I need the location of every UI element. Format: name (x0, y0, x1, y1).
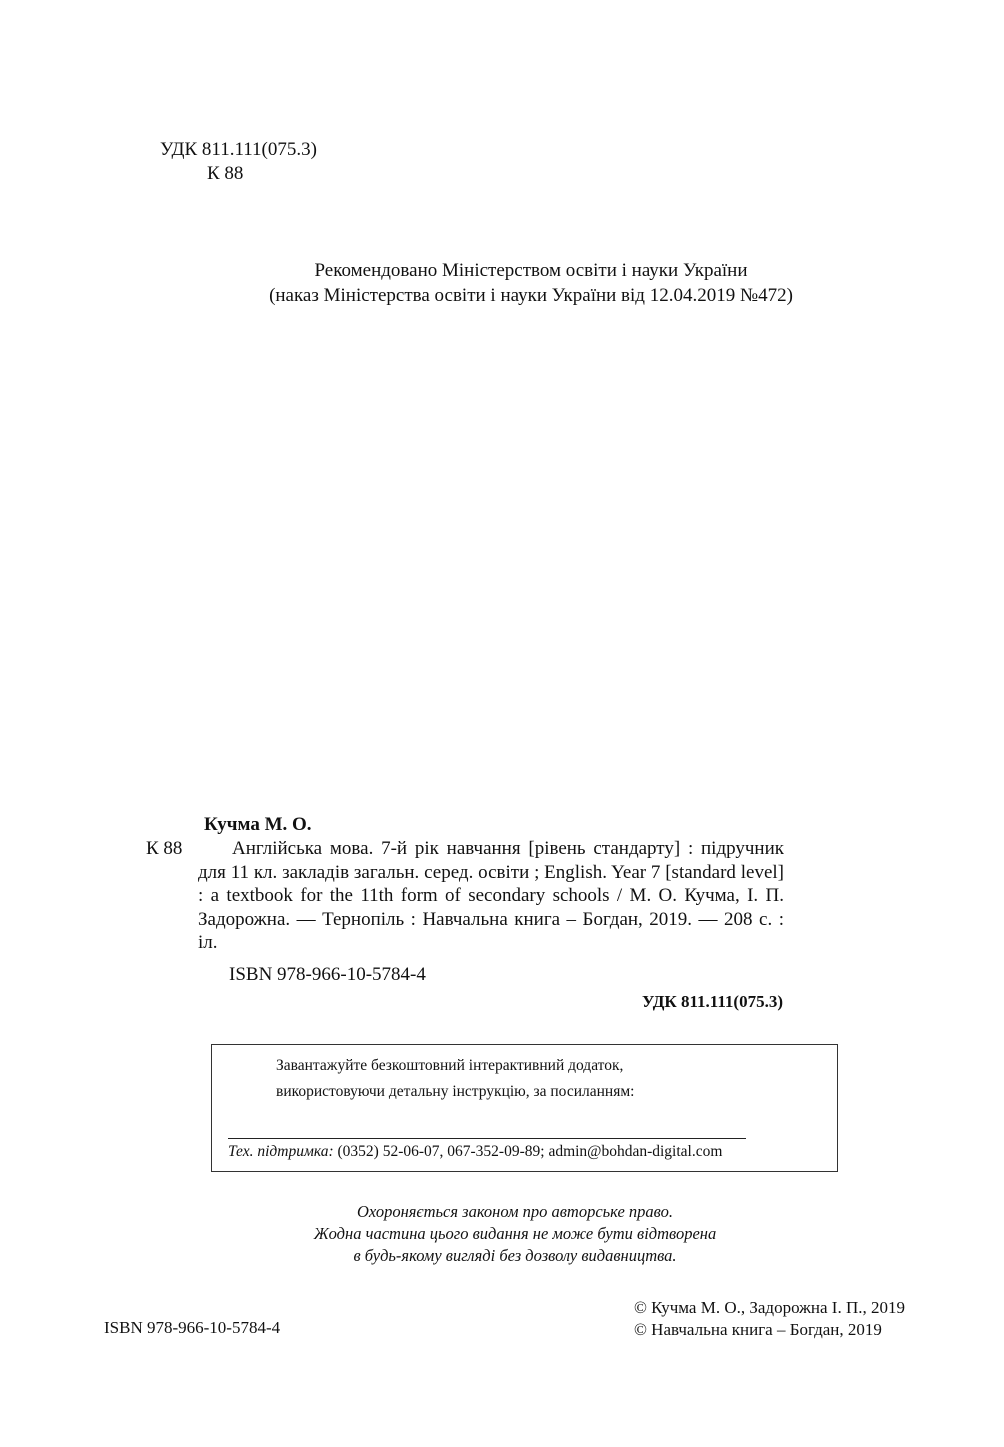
tech-support-contacts: (0352) 52-06-07, 067-352-09-89; admin@bohdan-digital.com (333, 1143, 723, 1160)
footer-isbn: ISBN 978-966-10-5784-4 (104, 1318, 281, 1337)
udk-header (160, 138, 317, 186)
copyright-notice (200, 1201, 830, 1267)
tech-support (228, 1143, 722, 1161)
download-line-1: Завантажуйте безкоштовний інтерактивний додаток, (276, 1057, 624, 1074)
catalog-udk: УДК 811.111(075.3) (641, 992, 783, 1011)
copyright-authors: © Кучма М. О., Задорожна І. П., 2019 (634, 1298, 905, 1317)
copyright-publisher: © Навчальна книга – Богдан, 2019 (634, 1320, 882, 1339)
tech-support-label: Тех. підтримка: (228, 1143, 334, 1160)
udk-code: УДК 811.111(075.3) (160, 139, 317, 160)
download-info-box (211, 1044, 838, 1172)
recommendation-line-1: Рекомендовано Міністерством освіти і науки України (314, 260, 748, 281)
link-placeholder-line (228, 1138, 746, 1139)
catalog-description: Англійська мова. 7-й рік навчання [рівень стандарту] : підручник для 11 кл. закладів загальн. серед. освіти ; English. Year 7 [standard level] : a textbook for the 11th form of secondary schools / М. О. Кучма, І. П. Задорожна. — Тернопіль : Навчальна книга – Богдан, 2019. — 208 с. : іл. (198, 838, 784, 953)
author-mark: К 88 (207, 163, 244, 184)
copyright-notice-line-3: в будь-якому вигляді без дозволу видавництва. (353, 1246, 677, 1265)
download-line-2: використовуючи детальну інструкцію, за посиланням: (276, 1083, 635, 1100)
catalog-author: Кучма М. О. (204, 814, 312, 835)
download-instructions (276, 1053, 634, 1105)
ministry-recommendation (200, 258, 862, 308)
catalog-code: К 88 (146, 838, 183, 859)
copyright-notice-line-2: Жодна частина цього видання не може бути відтворена (313, 1224, 717, 1243)
footer-copyright (634, 1297, 905, 1341)
copyright-notice-line-1: Охороняється законом про авторське право. (356, 1202, 674, 1221)
recommendation-line-2: (наказ Міністерства освіти і науки України від 12.04.2019 №472) (269, 285, 793, 306)
catalog-isbn: ISBN 978-966-10-5784-4 (229, 964, 426, 985)
